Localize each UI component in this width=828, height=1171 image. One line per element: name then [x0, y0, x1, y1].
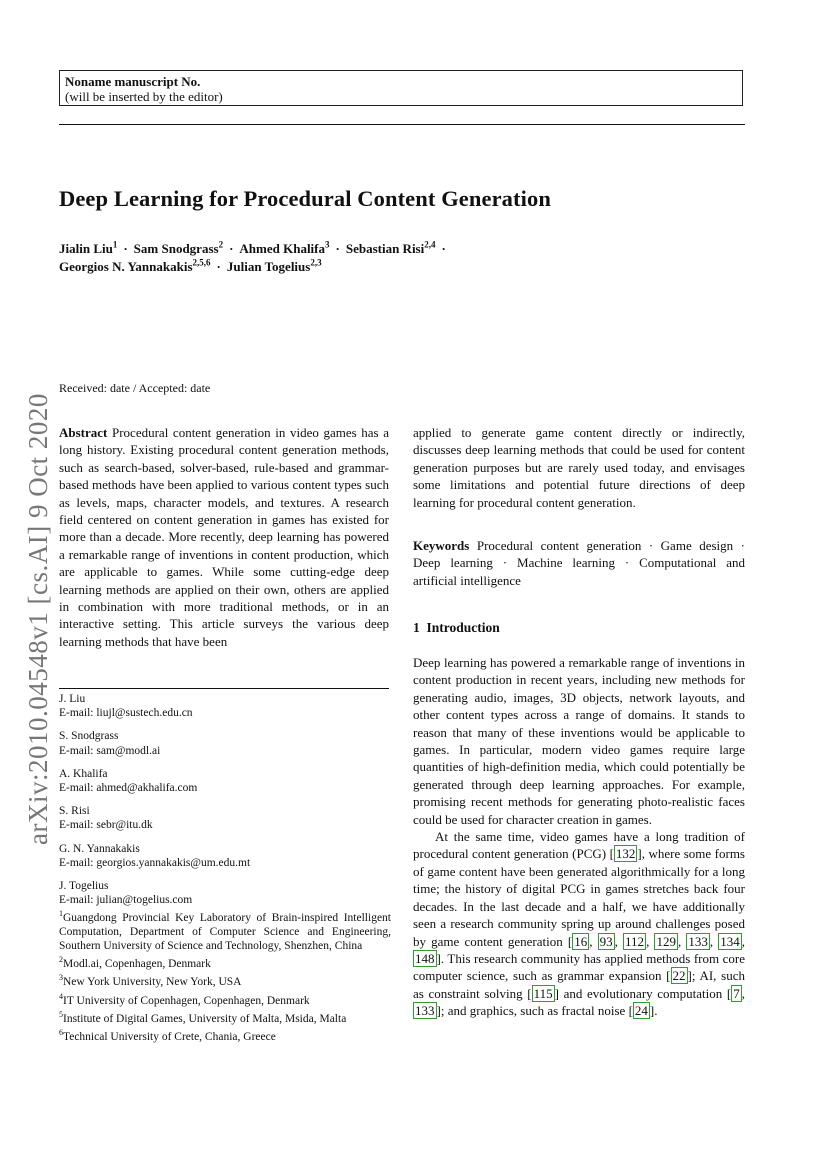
arxiv-side-label: arXiv:2010.04548v1 [cs.AI] 9 Oct 2020: [23, 393, 53, 845]
intro-paragraph-1: Deep learning has powered a remarkable range of inventions in content production in recent years, including new methods for generating audio, images, 3D objects, network layouts, and other content types across a range of domains. It stands to reason that many of these inventions would be applicable to games. In particular, modern video games require large quantities of high-definition media, which could potentially be generated through deep learning approaches. For example, promising recent methods for generating photo-realistic faces could be used for character creation in games.: [413, 655, 745, 827]
author-line-1: Jialin Liu$^1$ · Sam Snodgrass$^2$ · Ahmed Khalifa$^3$ · Sebastian Risi$^{2,4}$ ·: [59, 240, 446, 257]
author: Julian Togelius$^{2,3}$: [226, 258, 322, 275]
contact-entry: S. Snodgrass E-mail: sam@modl.ai: [59, 729, 389, 757]
abstract-right-column: [413, 424, 745, 511]
citation-link[interactable]: 24: [634, 1003, 648, 1019]
abstract-label: Abstract: [59, 425, 108, 440]
affiliation-entry: $^1$Guangdong Provincial Key Laboratory of Brain-inspired Intelligent Computation, Department of Computer Science and Engineering, Southern University of Science and Technology, Shenzhen, China: [59, 909, 391, 953]
section-heading: 1 Introduction: [413, 620, 500, 635]
contact-entry: J. Togelius E-mail: julian@togelius.com: [59, 879, 389, 907]
citation-link[interactable]: 133: [688, 933, 708, 949]
contact-entry: S. Risi E-mail: sebr@itu.dk: [59, 804, 389, 832]
affiliation-entry: $^2$Modl.ai, Copenhagen, Denmark: [59, 955, 211, 971]
citation-link[interactable]: 7: [733, 985, 740, 1001]
citation-link[interactable]: 112: [625, 933, 645, 949]
keywords-text: Procedural content generation · Game design · Deep learning · Machine learning · Computational and artificial intelligence: [413, 538, 746, 588]
email: E-mail: georgios.yannakakis@um.edu.mt: [59, 856, 251, 869]
email: E-mail: sebr@itu.dk: [59, 819, 153, 832]
citation-link[interactable]: 93: [599, 933, 613, 949]
author: Ahmed Khalifa$^3$: [239, 240, 330, 257]
affiliations: [59, 907, 391, 1044]
keywords-label: Keywords: [413, 538, 470, 553]
affiliation-entry: $^6$Technical University of Crete, Chania, Greece: [59, 1027, 276, 1043]
contact-entry: G. N. Yannakakis E-mail: georgios.yannakakis@um.edu.mt: [59, 842, 389, 870]
manuscript-header-box: [59, 70, 743, 106]
contact-entry: J. Liu E-mail: liujl@sustech.edu.cn: [59, 692, 389, 720]
editor-note: (will be inserted by the editor): [65, 89, 223, 104]
header-rule: [59, 124, 745, 125]
citation-link[interactable]: 115: [533, 985, 553, 1001]
citation-link[interactable]: 132: [615, 846, 636, 862]
footnote-rule: [59, 688, 389, 689]
abstract-text: Procedural content generation in video games has a long history. Existing procedural content generation methods, such as search-based, solver-based, rule-based and grammar-based methods have been applied to various content types such as levels, maps, character models, and textures. A research field centered on content generation in games has existed for more than a decade. More recently, deep learning has powered a remarkable range of inventions in content production, which are applicable to games. While some cutting-edge deep learning methods are applied on their own, others are applied in combination with more traditional methods, or in an interactive setting. This article surveys the various deep learning methods that have been: [59, 425, 389, 649]
citation-link[interactable]: 16: [574, 933, 588, 949]
keywords: [413, 537, 745, 589]
paper-title: Deep Learning for Procedural Content Generation: [59, 186, 551, 211]
author-contacts: [59, 692, 389, 916]
email: E-mail: julian@togelius.com: [59, 894, 193, 907]
received-date: Received: date / Accepted: date: [59, 381, 211, 395]
author: Sam Snodgrass$^2$: [133, 240, 224, 257]
contact-entry: A. Khalifa E-mail: ahmed@akhalifa.com: [59, 767, 389, 795]
citation-link[interactable]: 148: [415, 950, 435, 966]
abstract-left-column: [59, 424, 389, 650]
author: Georgios N. Yannakakis$^{2,5,6}$: [59, 258, 211, 275]
affiliation-entry: $^5$Institute of Digital Games, University of Malta, Msida, Malta: [59, 1009, 347, 1025]
citation-link[interactable]: 129: [656, 933, 676, 949]
affiliation-entry: $^4$IT University of Copenhagen, Copenhagen, Denmark: [59, 991, 310, 1007]
intro-paragraph-2: At the same time, video games have a long tradition of procedural content generation (PCG) [ 132 ], where some forms of game content have been generated algorithmically for a long time; the history of digital PCG in games stretches back four decades. In the last decade and a half, we have additionally seen a research community spring up around challenges posed by game content generation [ 16 , 93 , 112 , 129 , 133 , 134 , 148 ]. This research community has applied methods from core computer science, such as grammar expansion [ 22 ]; AI, such as constraint solving [ 115 ] and evolutionary computation [ 7 , 133 ]; and graphics, such as fractal noise [ 24 ].: [413, 829, 746, 1019]
email: E-mail: ahmed@akhalifa.com: [59, 782, 198, 795]
citation-link[interactable]: 22: [672, 968, 686, 984]
author: Sebastian Risi$^{2,4}$: [345, 240, 436, 257]
author-line-2: Georgios N. Yannakakis$^{2,5,6}$ · Julian Togelius$^{2,3}$: [59, 258, 322, 275]
abstract-text-continued: applied to generate game content directly or indirectly, discusses deep learning methods that could be used for content generation purposes but are rarely used today, and envisages some limitations and potential future directions of deep learning for procedural content generation.: [413, 425, 745, 510]
author: Jialin Liu$^1$: [59, 240, 118, 257]
citation-link[interactable]: 133: [415, 1003, 435, 1019]
email: E-mail: sam@modl.ai: [59, 744, 161, 757]
email: E-mail: liujl@sustech.edu.cn: [59, 707, 193, 720]
affiliation-entry: $^3$New York University, New York, USA: [59, 973, 242, 989]
introduction-body: [413, 654, 745, 1020]
manuscript-number: Noname manuscript No.: [65, 74, 201, 89]
citation-link[interactable]: 134: [720, 933, 740, 949]
